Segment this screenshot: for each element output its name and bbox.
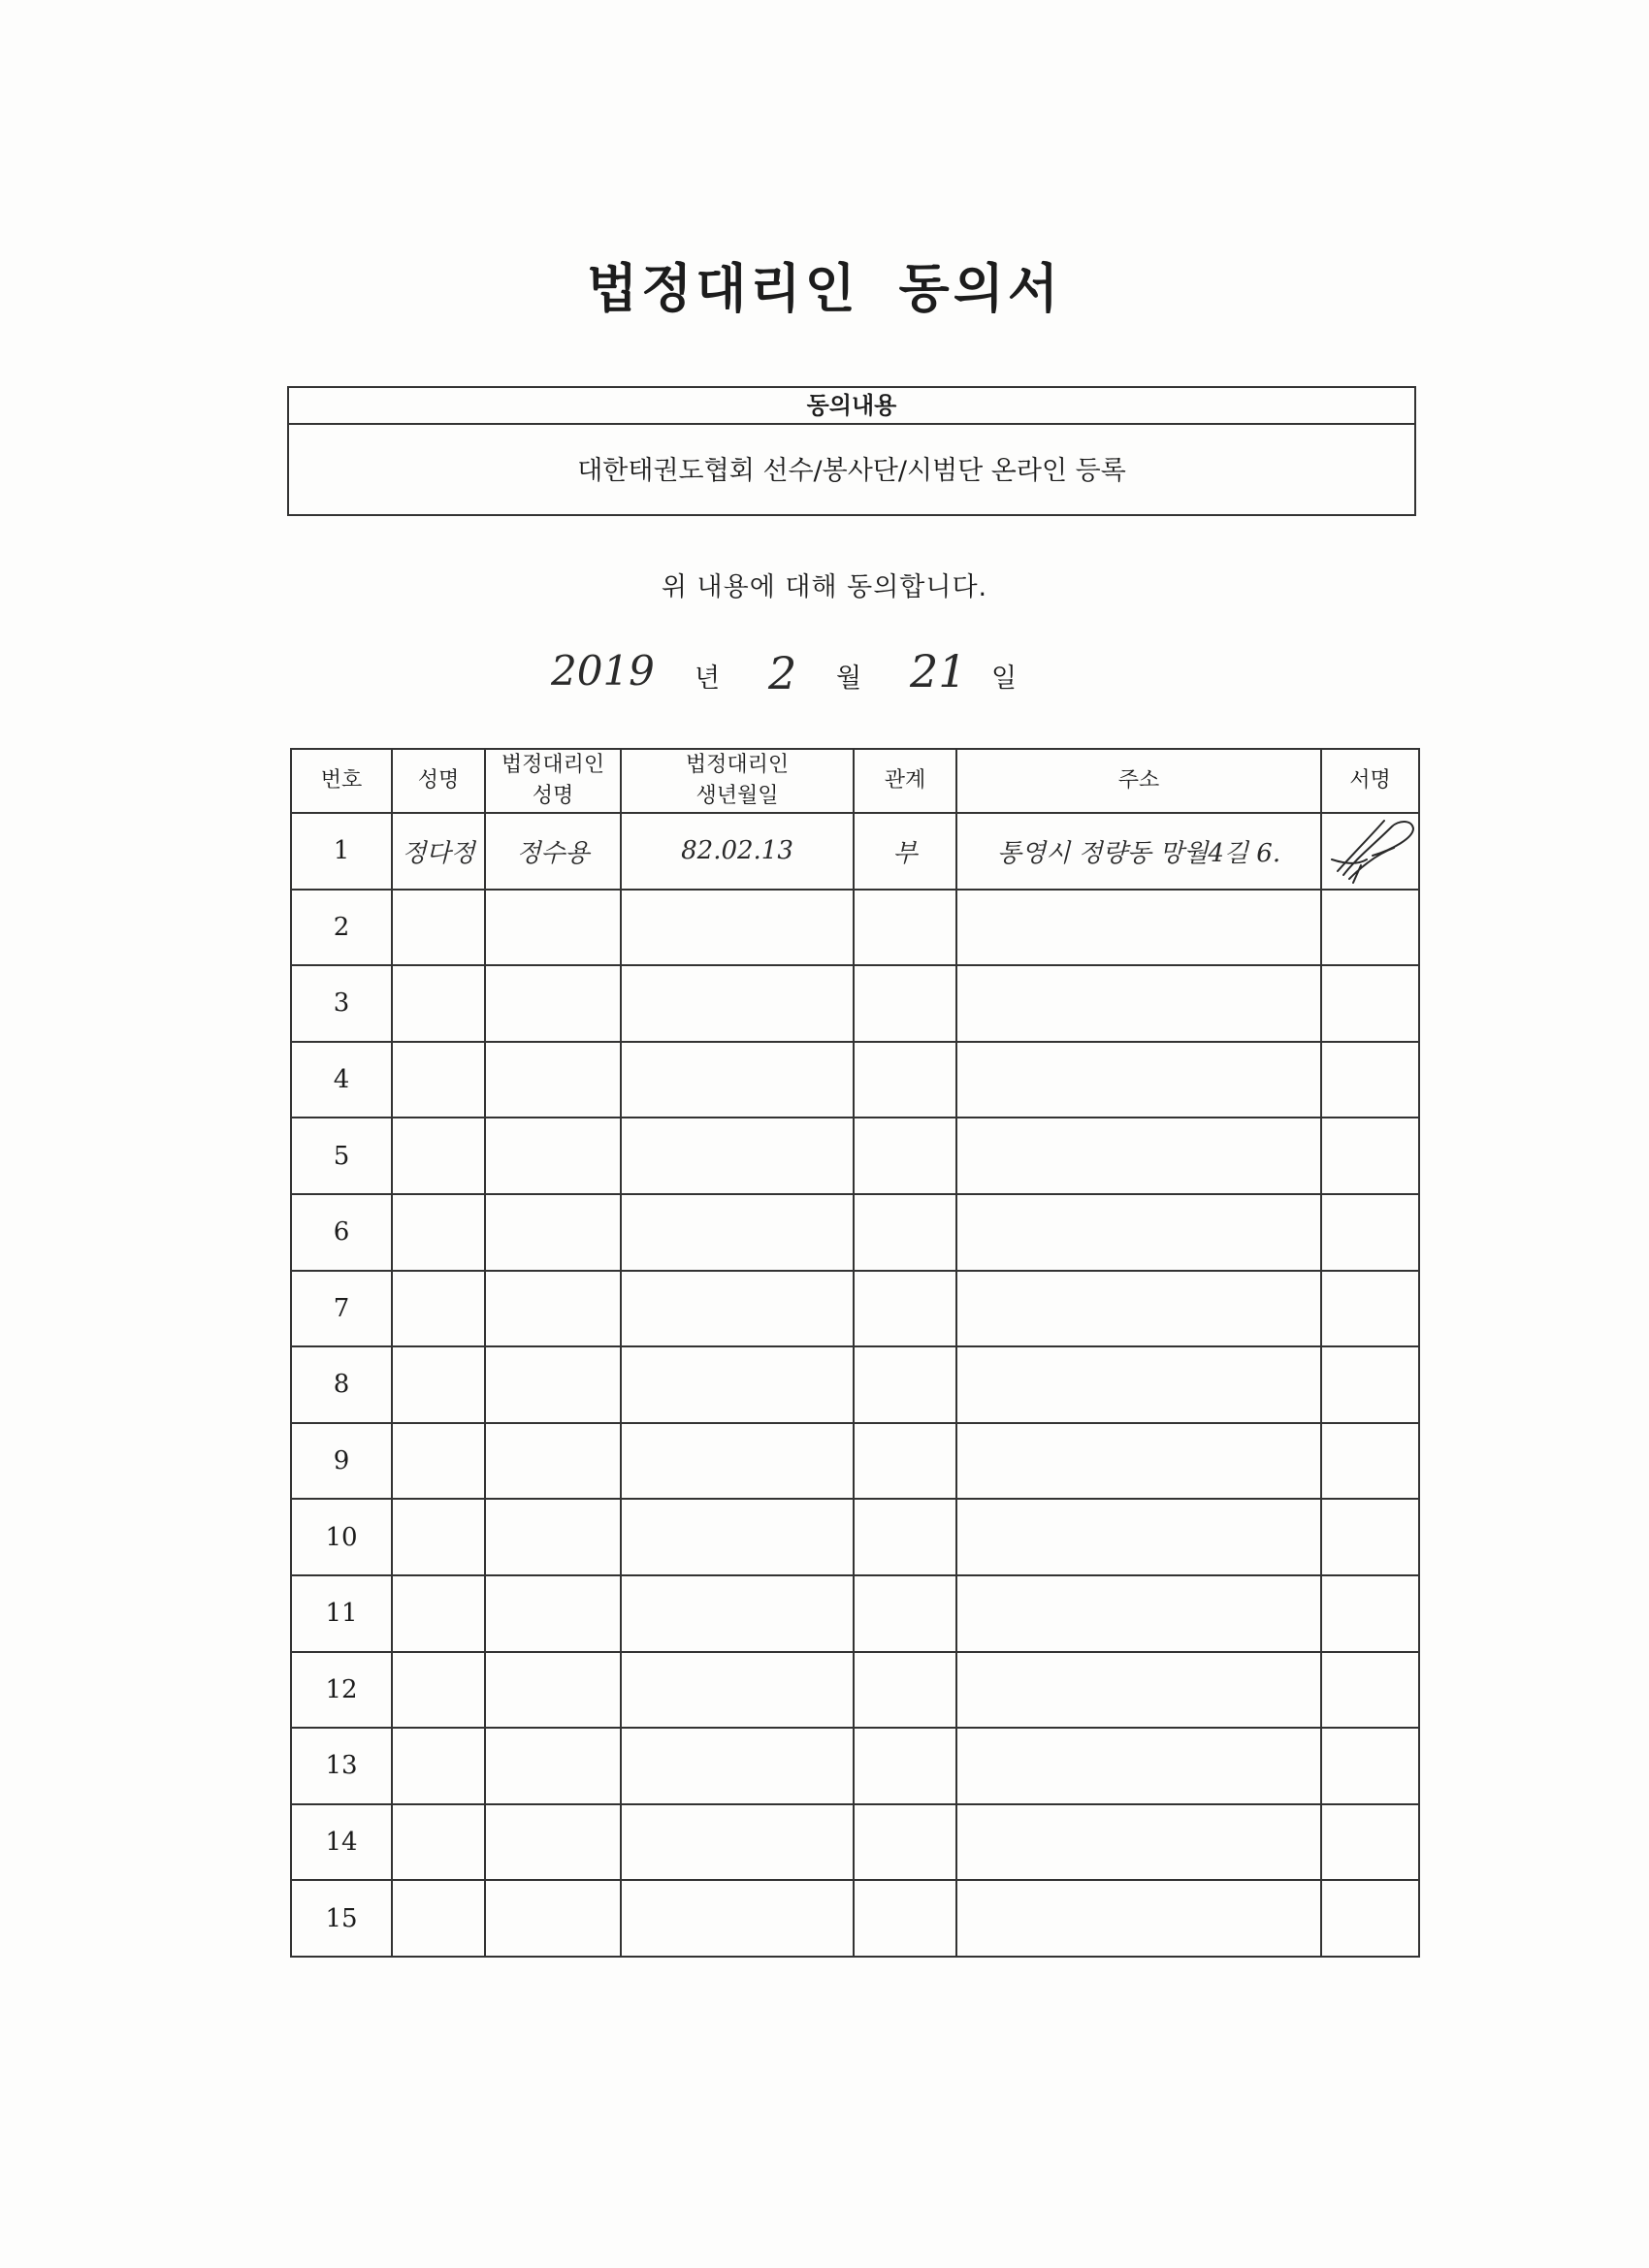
consent-content-box	[287, 386, 1416, 516]
name-cell	[392, 1652, 485, 1729]
relation-cell	[854, 890, 956, 966]
address-cell: 통영시 정량동 망월4길 6.	[956, 813, 1321, 890]
address-cell	[956, 1652, 1321, 1729]
guardian-birthdate-cell	[621, 1118, 854, 1194]
guardian-birthdate-cell	[621, 1728, 854, 1804]
guardian-name-cell	[485, 1499, 621, 1575]
date-day-handwritten: 21	[910, 645, 967, 697]
row-number-cell: 14	[291, 1804, 392, 1881]
handwritten-signature	[1324, 815, 1417, 887]
signature-cell	[1321, 1271, 1419, 1347]
signature-cell	[1321, 890, 1419, 966]
date-month-label: 월	[836, 664, 862, 694]
row-number-cell: 9	[291, 1423, 392, 1500]
address-cell	[956, 1271, 1321, 1347]
row-number-cell: 10	[291, 1499, 392, 1575]
table-row	[291, 1728, 1419, 1804]
name-cell	[392, 890, 485, 966]
name-cell	[392, 965, 485, 1042]
guardian-name-cell	[485, 890, 621, 966]
guardian-birthdate-cell: 82.02.13	[621, 813, 854, 890]
name-cell: 정다정	[392, 813, 485, 890]
guardian-birthdate-cell	[621, 890, 854, 966]
relation-cell	[854, 1499, 956, 1575]
guardian-birthdate-cell	[621, 1804, 854, 1881]
guardian-birthdate-cell	[621, 1880, 854, 1957]
signature-cell	[1321, 1499, 1419, 1575]
row-number-cell: 8	[291, 1346, 392, 1423]
name-cell	[392, 1194, 485, 1271]
table-row	[291, 965, 1419, 1042]
guardian-name-cell	[485, 1575, 621, 1652]
table-row	[291, 1652, 1419, 1729]
table-row	[291, 1804, 1419, 1881]
table-row	[291, 1118, 1419, 1194]
header-address: 주소	[956, 749, 1321, 813]
address-cell	[956, 1118, 1321, 1194]
row-number-cell: 1	[291, 813, 392, 890]
signature-cell	[1321, 1042, 1419, 1118]
table-row	[291, 1423, 1419, 1500]
signature-cell	[1321, 1728, 1419, 1804]
header-guardian-name-line2: 성명	[532, 784, 574, 808]
relation-cell	[854, 1194, 956, 1271]
relation-cell	[854, 1728, 956, 1804]
address-cell	[956, 1728, 1321, 1804]
guardian-birthdate-cell	[621, 965, 854, 1042]
table-row	[291, 1575, 1419, 1652]
header-relation: 관계	[854, 749, 956, 813]
guardian-name-cell	[485, 1346, 621, 1423]
signature-cell	[1321, 1194, 1419, 1271]
guardian-birthdate-cell	[621, 1423, 854, 1500]
guardian-birthdate-cell	[621, 1499, 854, 1575]
row-number-cell: 7	[291, 1271, 392, 1347]
table-row	[291, 890, 1419, 966]
address-cell	[956, 1880, 1321, 1957]
consent-content-header: 동의내용	[289, 388, 1414, 425]
table-row	[291, 1042, 1419, 1118]
signature-cell	[1321, 965, 1419, 1042]
table-row	[291, 1346, 1419, 1423]
row-number-cell: 2	[291, 890, 392, 966]
signature-cell	[1321, 1423, 1419, 1500]
relation-cell	[854, 1575, 956, 1652]
name-cell	[392, 1728, 485, 1804]
date-line	[0, 645, 1649, 713]
address-cell	[956, 1042, 1321, 1118]
header-signature: 서명	[1321, 749, 1419, 813]
guardian-name-cell	[485, 1804, 621, 1881]
date-day-label: 일	[991, 664, 1018, 694]
name-cell	[392, 1423, 485, 1500]
name-cell	[392, 1499, 485, 1575]
row-number-cell: 12	[291, 1652, 392, 1729]
address-cell	[956, 1804, 1321, 1881]
signature-cell	[1321, 813, 1419, 890]
table-row	[291, 1271, 1419, 1347]
guardian-birthdate-cell	[621, 1194, 854, 1271]
row-number-cell: 3	[291, 965, 392, 1042]
table-row	[291, 813, 1419, 890]
document-title: 법정대리인 동의서	[586, 258, 1063, 319]
guardian-birthdate-cell	[621, 1652, 854, 1729]
row-number-cell: 15	[291, 1880, 392, 1957]
row-number-cell: 6	[291, 1194, 392, 1271]
date-month-handwritten: 2	[768, 647, 797, 699]
relation-cell	[854, 1042, 956, 1118]
date-year-label: 년	[695, 664, 721, 694]
signature-cell	[1321, 1346, 1419, 1423]
agreement-statement: 위 내용에 대해 동의합니다.	[661, 572, 988, 602]
name-cell	[392, 1118, 485, 1194]
guardian-name-cell	[485, 1042, 621, 1118]
row-number-cell: 13	[291, 1728, 392, 1804]
header-guardian-birth-line2: 생년월일	[695, 784, 779, 808]
signature-cell	[1321, 1804, 1419, 1881]
header-guardian-name	[485, 749, 621, 813]
table-header-row	[291, 749, 1419, 813]
date-year-handwritten: 2019	[551, 647, 655, 695]
header-guardian-birthdate	[621, 749, 854, 813]
guardian-birthdate-cell	[621, 1271, 854, 1347]
table-row	[291, 1194, 1419, 1271]
name-cell	[392, 1880, 485, 1957]
table-row	[291, 1499, 1419, 1575]
guardian-birthdate-cell	[621, 1042, 854, 1118]
relation-cell	[854, 1423, 956, 1500]
name-cell	[392, 1575, 485, 1652]
guardian-name-cell: 정수용	[485, 813, 621, 890]
name-cell	[392, 1042, 485, 1118]
signature-cell	[1321, 1880, 1419, 1957]
address-cell	[956, 1194, 1321, 1271]
relation-cell	[854, 1804, 956, 1881]
table-row	[291, 1880, 1419, 1957]
name-cell	[392, 1271, 485, 1347]
row-number-cell: 5	[291, 1118, 392, 1194]
guardian-birthdate-cell	[621, 1346, 854, 1423]
relation-cell	[854, 1652, 956, 1729]
address-cell	[956, 1346, 1321, 1423]
relation-cell	[854, 1118, 956, 1194]
relation-cell	[854, 965, 956, 1042]
guardian-name-cell	[485, 1728, 621, 1804]
guardian-name-cell	[485, 1423, 621, 1500]
guardian-name-cell	[485, 1880, 621, 1957]
header-number: 번호	[291, 749, 392, 813]
signature-cell	[1321, 1575, 1419, 1652]
address-cell	[956, 1423, 1321, 1500]
guardian-name-cell	[485, 1652, 621, 1729]
name-cell	[392, 1346, 485, 1423]
consent-content-text: 대한태권도협회 선수/봉사단/시범단 온라인 등록	[577, 456, 1126, 486]
guardian-name-cell	[485, 1118, 621, 1194]
signature-cell	[1321, 1652, 1419, 1729]
relation-cell	[854, 1346, 956, 1423]
row-number-cell: 4	[291, 1042, 392, 1118]
address-cell	[956, 890, 1321, 966]
signature-cell	[1321, 1118, 1419, 1194]
guardian-name-cell	[485, 1271, 621, 1347]
relation-cell	[854, 1271, 956, 1347]
table-body	[291, 813, 1419, 1957]
name-cell	[392, 1804, 485, 1881]
guardian-name-cell	[485, 1194, 621, 1271]
header-guardian-birth-line1: 법정대리인	[685, 753, 790, 777]
header-name: 성명	[392, 749, 485, 813]
guardian-name-cell	[485, 965, 621, 1042]
relation-cell: 부	[854, 813, 956, 890]
address-cell	[956, 1499, 1321, 1575]
guardian-birthdate-cell	[621, 1575, 854, 1652]
address-cell	[956, 965, 1321, 1042]
header-guardian-name-line1: 법정대리인	[501, 753, 605, 777]
address-cell	[956, 1575, 1321, 1652]
row-number-cell: 11	[291, 1575, 392, 1652]
relation-cell	[854, 1880, 956, 1957]
guardian-roster-table	[290, 748, 1420, 1958]
